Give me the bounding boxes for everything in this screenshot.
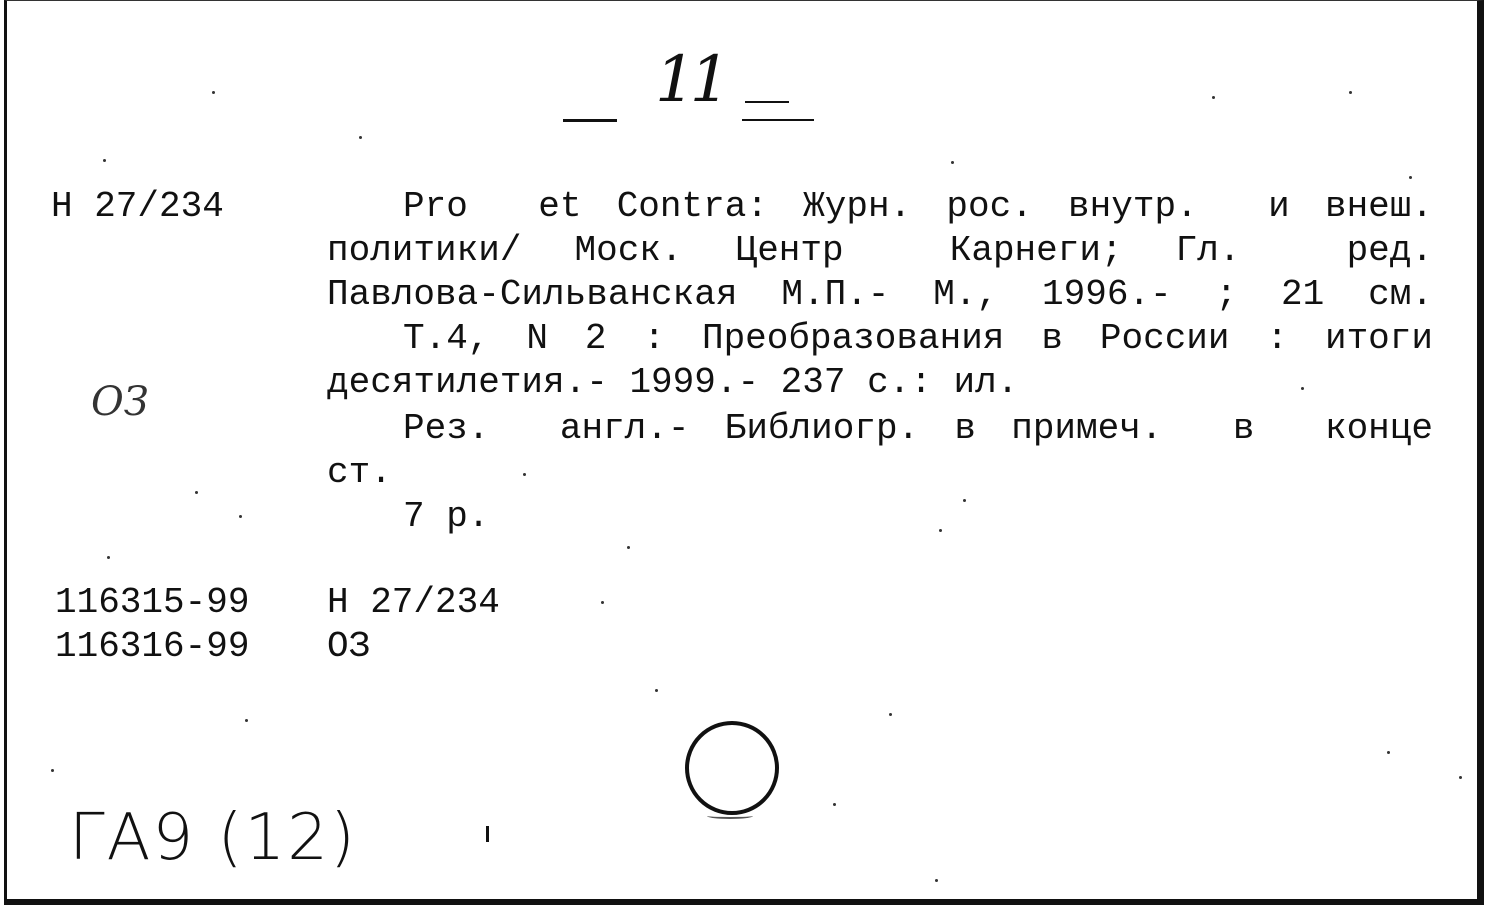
scan-speck bbox=[833, 803, 836, 806]
scan-speck bbox=[103, 159, 106, 162]
inventory-location-2: ОЗ bbox=[327, 626, 371, 667]
scan-speck bbox=[239, 515, 242, 518]
ink-tick bbox=[486, 826, 489, 842]
scan-speck bbox=[1301, 387, 1304, 390]
scan-speck bbox=[51, 769, 54, 772]
entry-line-6: Рез. англ.- Библиогр. в примеч. в конце bbox=[403, 408, 1433, 449]
scan-speck bbox=[627, 546, 630, 549]
entry-line-2: политики/ Моск. Центр Карнеги; Гл. ред. bbox=[327, 230, 1433, 271]
page-number-dash-right-upper bbox=[745, 101, 789, 103]
catalog-card bbox=[4, 0, 1484, 905]
inventory-number-1: 116315-99 bbox=[55, 582, 250, 623]
scan-speck bbox=[523, 473, 526, 476]
scan-speck bbox=[195, 491, 198, 494]
scan-speck bbox=[1387, 751, 1390, 754]
handwritten-code: ГА9 (12) bbox=[69, 801, 357, 875]
shelf-mark: Н 27/234 bbox=[51, 186, 224, 227]
entry-line-1: Pro et Contra: Журн. рос. внутр. и внеш. bbox=[403, 186, 1433, 227]
inventory-number-2: 116316-99 bbox=[55, 626, 250, 667]
scan-speck bbox=[939, 529, 942, 532]
page-number-dash-right bbox=[742, 119, 814, 121]
entry-line-7: ст. bbox=[327, 452, 392, 493]
scan-speck bbox=[212, 91, 215, 94]
scan-speck bbox=[107, 556, 110, 559]
punch-hole-shadow bbox=[707, 813, 753, 819]
scan-speck bbox=[1409, 176, 1412, 179]
scan-speck bbox=[245, 719, 248, 722]
scan-speck bbox=[655, 689, 658, 692]
scan-speck bbox=[1349, 91, 1352, 94]
scan-speck bbox=[359, 136, 362, 139]
scan-speck bbox=[935, 879, 938, 882]
scan-speck bbox=[889, 713, 892, 716]
scan-speck bbox=[1212, 96, 1215, 99]
page-number-dash-left bbox=[563, 119, 617, 122]
entry-line-4: Т.4, N 2 : Преобразования в России : итоги bbox=[403, 318, 1433, 359]
scan-speck bbox=[601, 601, 604, 604]
inventory-location-1: Н 27/234 bbox=[327, 582, 500, 623]
page-number: 11 bbox=[655, 43, 725, 117]
punch-hole-circle bbox=[685, 721, 779, 815]
scan-speck bbox=[951, 161, 954, 164]
scan-speck bbox=[1459, 776, 1462, 779]
entry-line-5: десятилетия.- 1999.- 237 с.: ил. bbox=[327, 362, 1019, 403]
entry-line-8: 7 р. bbox=[403, 496, 490, 537]
entry-line-3: Павлова-Сильванская М.П.- М., 1996.- ; 21 см. bbox=[327, 274, 1433, 315]
scan-speck bbox=[963, 499, 966, 502]
handwritten-location: ОЗ bbox=[91, 379, 149, 425]
